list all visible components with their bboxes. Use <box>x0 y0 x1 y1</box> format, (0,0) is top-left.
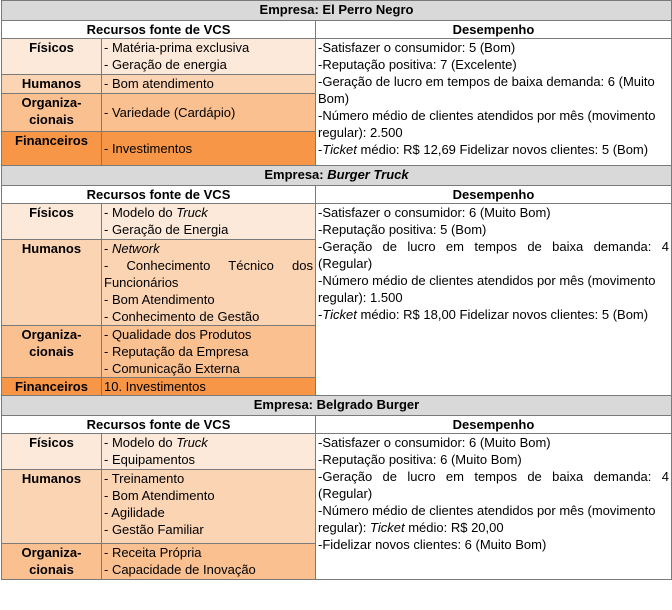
performance-item: -Ticket médio: R$ 12,69 Fidelizar novos clientes: 5 (Bom) <box>318 142 649 157</box>
resource-item: - Qualidade dos Produtos <box>104 327 252 342</box>
performance-cell <box>316 39 672 166</box>
resource-item: - Bom Atendimento <box>104 488 215 503</box>
resource-item: - Network <box>104 241 160 256</box>
resources-cell <box>102 240 316 326</box>
company-header <box>2 1 672 21</box>
resource-item: - Receita Própria <box>104 545 202 560</box>
resources-cell <box>102 326 316 378</box>
performance-item: -Número médio de clientes atendidos por mês (movimento regular): 1.500 <box>318 273 656 305</box>
category-name: Humanos <box>21 76 82 91</box>
performance-header: Desempenho <box>316 186 672 204</box>
category-cell <box>2 39 102 75</box>
category-cell <box>2 132 102 166</box>
performance-item: -Reputação positiva: 5 (Bom) <box>318 222 487 237</box>
category-name: Organiza- <box>21 545 82 560</box>
performance-item: -Número médio de clientes atendidos por mês (movimento regular): 2.500 <box>318 108 656 140</box>
resource-item: - Conhecimento de Gestão <box>104 309 260 324</box>
resource-item: - Geração de Energia <box>104 222 229 237</box>
company-header <box>2 166 672 186</box>
resource-item: - Bom atendimento <box>104 76 214 91</box>
performance-header: Desempenho <box>316 416 672 434</box>
category-cell <box>2 326 102 378</box>
performance-item: -Reputação positiva: 7 (Excelente) <box>318 57 517 72</box>
performance-item: -Satisfazer o consumidor: 6 (Muito Bom) <box>318 435 551 450</box>
category-name: Físicos <box>29 205 74 220</box>
company-name: Burger Truck <box>327 167 409 182</box>
category-name: Humanos <box>21 471 82 486</box>
resource-item: - Comunicação Externa <box>104 361 240 376</box>
category-cell <box>2 470 102 544</box>
category-name: Organiza- <box>21 327 82 342</box>
resources-header: Recursos fonte de VCS <box>2 186 316 204</box>
resource-item: - Capacidade de Inovação <box>104 562 256 577</box>
resources-cell <box>102 94 316 132</box>
resources-header: Recursos fonte de VCS <box>2 416 316 434</box>
resources-cell <box>102 378 316 396</box>
resources-cell <box>102 434 316 470</box>
resource-item: - Bom Atendimento <box>104 292 215 307</box>
resource-item: - Treinamento <box>104 471 185 486</box>
resources-cell <box>102 204 316 240</box>
resource-item: 10. Investimentos <box>104 379 206 394</box>
performance-item: -Fidelizar novos clientes: 6 (Muito Bom) <box>318 537 547 552</box>
resources-cell <box>102 75 316 94</box>
performance-cell <box>316 204 672 396</box>
category-name: Organiza- <box>21 95 82 110</box>
resource-item: - Conhecimento Técnico dos Funcionários <box>104 258 313 290</box>
performance-item: -Satisfazer o consumidor: 6 (Muito Bom) <box>318 205 551 220</box>
category-cell <box>2 240 102 326</box>
performance-item: -Geração de lucro em tempos de baixa demanda: 6 (Muito Bom) <box>318 74 655 106</box>
category-name: Financeiros <box>15 379 88 394</box>
resources-header: Recursos fonte de VCS <box>2 21 316 39</box>
category-cell <box>2 434 102 470</box>
resource-item: - Equipamentos <box>104 452 196 467</box>
performance-item: -Número médio de clientes atendidos por mês (movimento regular): Ticket médio: R$ 20,00 <box>318 503 656 535</box>
company-header <box>2 396 672 416</box>
category-name: cionais <box>29 112 74 127</box>
category-name: Humanos <box>21 241 82 256</box>
category-cell <box>2 378 102 396</box>
category-name: Físicos <box>29 435 74 450</box>
resources-cell <box>102 132 316 166</box>
category-name: Físicos <box>29 40 74 55</box>
performance-cell <box>316 434 672 580</box>
performance-item: -Satisfazer o consumidor: 5 (Bom) <box>318 40 516 55</box>
resources-cell <box>102 470 316 544</box>
resources-cell <box>102 39 316 75</box>
vcs-table <box>1 0 672 580</box>
company-label: Empresa: <box>259 2 323 17</box>
category-name: cionais <box>29 562 74 577</box>
resources-cell <box>102 544 316 580</box>
company-name: El Perro Negro <box>322 2 414 17</box>
company-label: Empresa: <box>264 167 328 182</box>
resource-item: - Variedade (Cardápio) <box>104 105 236 120</box>
category-cell <box>2 94 102 132</box>
resource-item: - Modelo do Truck <box>104 205 208 220</box>
performance-item: -Geração de lucro em tempos de baixa demanda: 4 (Regular) <box>318 239 669 271</box>
company-name: Belgrado Burger <box>316 397 420 412</box>
performance-item: -Ticket médio: R$ 18,00 Fidelizar novos clientes: 5 (Bom) <box>318 307 649 322</box>
resource-item: - Matéria-prima exclusiva <box>104 40 250 55</box>
company-label: Empresa: <box>253 397 317 412</box>
resource-item: - Reputação da Empresa <box>104 344 249 359</box>
performance-item: -Reputação positiva: 6 (Muito Bom) <box>318 452 522 467</box>
resource-item: - Agilidade <box>104 505 165 520</box>
category-name: cionais <box>29 344 74 359</box>
performance-item: -Geração de lucro em tempos de baixa demanda: 4 (Regular) <box>318 469 669 501</box>
category-cell <box>2 204 102 240</box>
resource-item: - Modelo do Truck <box>104 435 208 450</box>
resource-item: - Investimentos <box>104 141 193 156</box>
category-cell <box>2 544 102 580</box>
performance-header: Desempenho <box>316 21 672 39</box>
category-name: Financeiros <box>15 133 88 148</box>
resource-item: - Geração de energia <box>104 57 227 72</box>
resource-item: - Gestão Familiar <box>104 522 204 537</box>
category-cell <box>2 75 102 94</box>
